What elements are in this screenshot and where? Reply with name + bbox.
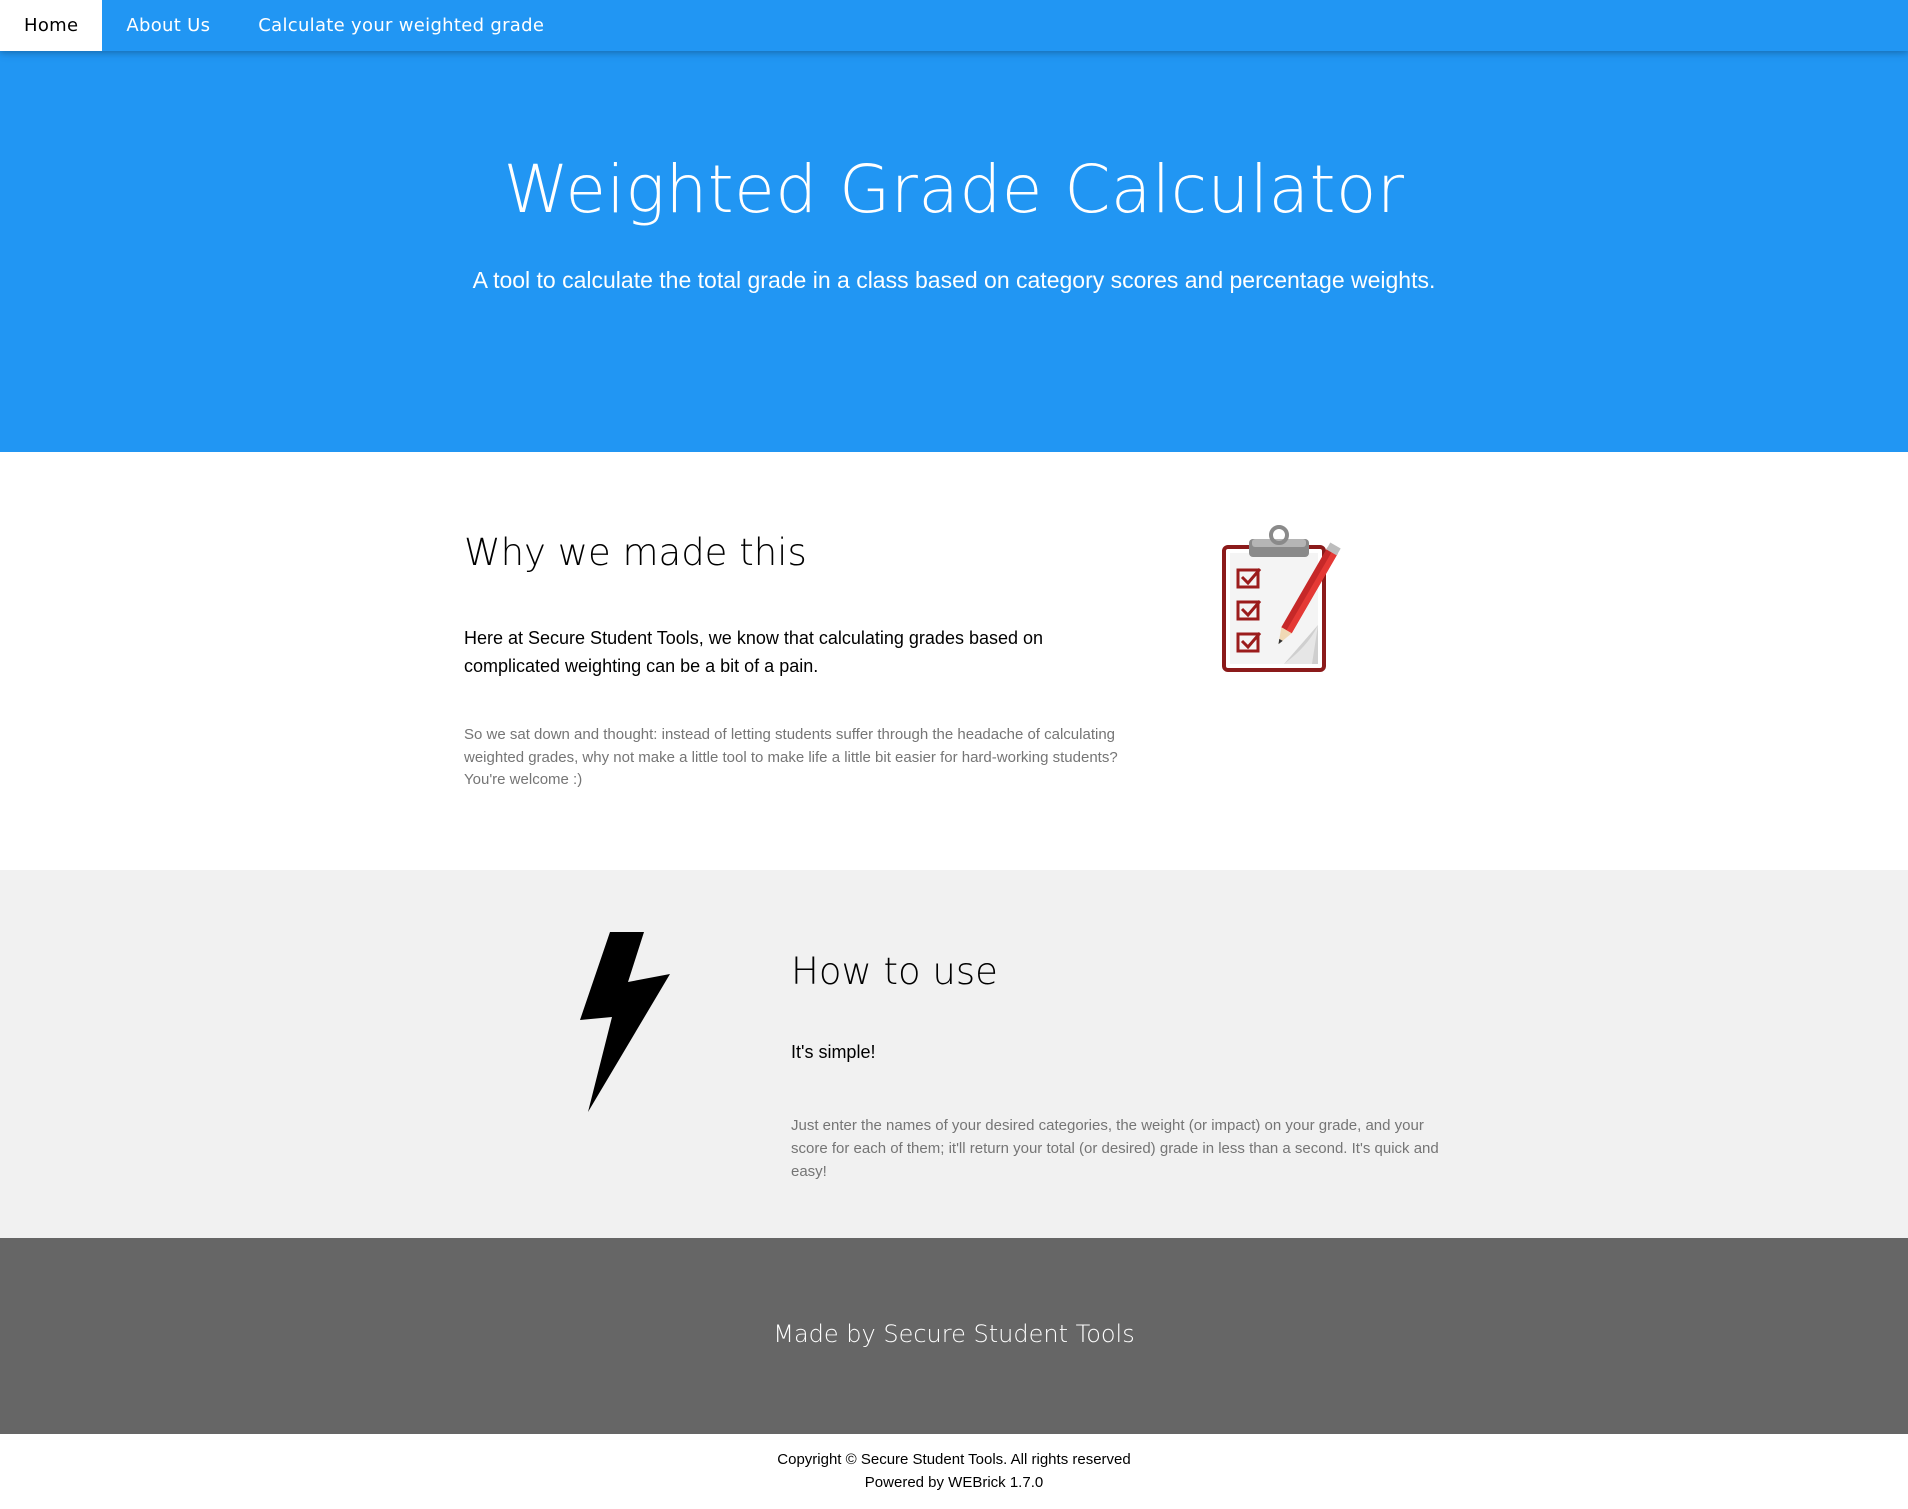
copyright-text: Copyright © Secure Student Tools. All rights reserved (777, 1451, 1131, 1468)
page-bottom-info (0, 1434, 1908, 1509)
footer (0, 1238, 1908, 1434)
why-heading: Why we made this (464, 531, 807, 574)
why-body-text: So we sat down and thought: instead of letting students suffer through the headache of calculating weighted grades, why not make a little tool to make life a little bit easier for hard-working students? You're welcome :) (464, 726, 1118, 788)
powered-by-text: Powered by WEBrick 1.7.0 (864, 1474, 1044, 1491)
page-title: Weighted Grade Calculator (503, 151, 1405, 228)
nav-home[interactable]: Home (0, 0, 102, 51)
how-to-use-section (0, 870, 1908, 1238)
footer-made-by: Made by Secure Student Tools (773, 1320, 1135, 1348)
hero-header (0, 51, 1908, 452)
why-lead-text: Here at Secure Student Tools, we know that calculating grades based on complicated weighting can be a bit of a pain. (464, 628, 1044, 676)
clipboard-checklist-icon (1214, 525, 1344, 675)
nav-calculate[interactable]: Calculate your weighted grade (258, 15, 545, 36)
top-navbar (0, 0, 1908, 51)
how-to-use-body-text: Just enter the names of your desired categories, the weight (or impact) on your grade, and your score for each of them; it'll return your total (or desired) grade in less than a second. It's quick and easy! (791, 1117, 1439, 1180)
nav-about-us[interactable]: About Us (126, 15, 211, 36)
why-section (0, 452, 1908, 870)
hero-subtitle: A tool to calculate the total grade in a class based on category scores and percentage weights. (472, 267, 1436, 293)
how-to-use-lead-text: It's simple! (791, 1042, 876, 1062)
how-to-use-heading: How to use (791, 950, 998, 993)
lightning-bolt-icon (580, 932, 672, 1112)
